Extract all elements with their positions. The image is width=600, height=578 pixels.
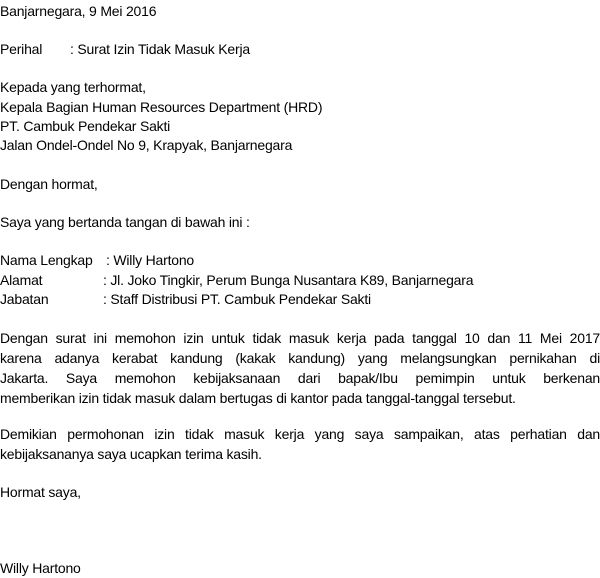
identity-position-value: : Staff Distribusi PT. Cambuk Pendekar Sakti [103, 291, 371, 307]
identity-name-value: : Willy Hartono [106, 252, 195, 268]
body-paragraph-2-line-1: Demikian permohonan izin tidak masuk kerja yang saya sampaikan, atas perhatian dan [0, 426, 600, 442]
identity-address-row [0, 270, 473, 290]
greeting: Dengan hormat, [0, 176, 98, 192]
recipient-line-2: PT. Cambuk Pendekar Sakti [0, 118, 171, 134]
signer-name: Willy Hartono [0, 560, 81, 576]
identity-address-label: Alamat [0, 272, 43, 288]
subject-value: : Surat Izin Tidak Masuk Kerja [70, 41, 250, 57]
recipient-line-1: Kepala Bagian Human Resources Department (HRD) [0, 99, 323, 115]
body-paragraph-1 [0, 328, 600, 408]
body-paragraph-2-line-2: kebijaksananya saya ucapkan terima kasih. [0, 446, 262, 462]
identity-position-label: Jabatan [0, 291, 49, 307]
subject-label: Perihal [0, 41, 43, 57]
identity-name-row [0, 250, 194, 270]
recipient-salutation: Kepada yang terhormat, [0, 79, 146, 95]
closing: Hormat saya, [0, 484, 81, 500]
body-paragraph-1-line-2: karena adanya kerabat kandung (kakak kandung) yang melangsungkan pernikahan di [0, 350, 600, 366]
recipient-line-3: Jalan Ondel-Ondel No 9, Krapyak, Banjarnegara [0, 137, 293, 153]
subject-row [0, 39, 250, 59]
body-paragraph-1-line-4: memberikan izin tidak masuk dalam bertugas di kantor pada tanggal-tanggal tersebut. [0, 390, 516, 406]
place-date: Banjarnegara, 9 Mei 2016 [0, 3, 157, 19]
intro-text: Saya yang bertanda tangan di bawah ini : [0, 214, 250, 230]
identity-name-label: Nama Lengkap [0, 252, 93, 268]
body-paragraph-2 [0, 424, 600, 464]
identity-position-row [0, 289, 371, 309]
identity-address-value: : Jl. Joko Tingkir, Perum Bunga Nusantara K89, Banjarnegara [103, 272, 474, 288]
body-paragraph-1-line-1: Dengan surat ini memohon izin untuk tidak masuk kerja pada tanggal 10 dan 11 Mei 2017 [0, 330, 600, 346]
body-paragraph-1-line-3: Jakarta. Saya memohon kebijaksanaan dari bapak/Ibu pemimpin untuk berkenan [0, 370, 600, 386]
